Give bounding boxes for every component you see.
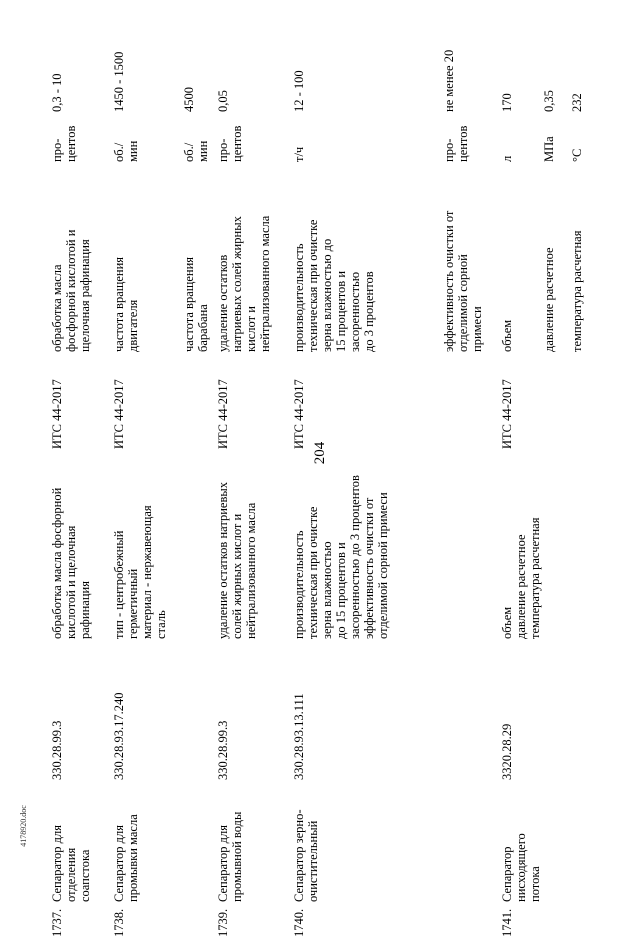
characteristic-line: тип - центробежный	[112, 530, 126, 639]
parameter-name-line: производительность	[292, 243, 306, 352]
equipment-name-line: потока	[528, 866, 542, 902]
parameter-name	[570, 192, 584, 352]
parameter-name-line: примеси	[470, 306, 484, 352]
characteristic-line: температура расчетная	[528, 517, 542, 639]
equipment-name-line: Сепаратор зерно-	[292, 809, 306, 902]
parameter-unit-line: мин	[126, 140, 140, 162]
parameter-name-line: засоренностью	[348, 271, 362, 352]
parameter-unit-line: про-	[442, 138, 456, 162]
characteristic-line: до 15 процентов и	[334, 542, 348, 639]
equipment-name	[50, 787, 92, 902]
parameter-name-line: натриевых солей жирных	[230, 216, 244, 352]
characteristic-line: засоренностью до 3 процентов	[348, 475, 362, 639]
parameter-name-line: кислот и	[244, 306, 258, 352]
parameter-name-line: барабана	[196, 304, 210, 352]
parameter-unit	[182, 141, 210, 162]
characteristic-line: обработка масла фосфорной	[50, 487, 64, 639]
equipment-table	[30, 0, 584, 952]
parameter-unit-line: л	[500, 155, 514, 162]
equipment-name-line: промывки масла	[126, 814, 140, 902]
parameter-unit	[292, 147, 306, 162]
parameter-unit-line: центов	[64, 125, 78, 162]
its-reference: ИТС 44-2017	[292, 379, 306, 449]
parameter-name	[542, 192, 556, 352]
parameter-unit-line: °С	[570, 148, 584, 162]
characteristic-line: отделимой сорной примеси	[376, 492, 390, 639]
parameter-name-line: зерна влажностью до	[320, 238, 334, 352]
characteristic-line: техническая при очистке	[306, 506, 320, 639]
parameter-name-line: щелочная рафинация	[78, 239, 92, 352]
okpd-code: 330.28.93.13.111	[292, 693, 306, 780]
footer-filename: 4178920.doc	[19, 805, 28, 847]
parameter-unit	[112, 141, 140, 162]
parameter-value: 0,3 - 10	[50, 73, 64, 112]
parameter-unit-line: мин	[196, 140, 210, 162]
characteristic-line: нейтрализованного масла	[244, 502, 258, 639]
equipment-name-line: соапстока	[78, 849, 92, 902]
its-reference: ИТС 44-2017	[500, 379, 514, 449]
parameter-name-line: объем	[500, 319, 514, 352]
parameter-name-line: температура расчетная	[570, 230, 584, 352]
characteristic-line: давление расчетное	[514, 534, 528, 639]
technical-characteristics	[216, 464, 258, 639]
characteristic-line: сталь	[154, 610, 168, 639]
parameter-unit	[542, 136, 556, 162]
parameter-name	[50, 192, 92, 352]
parameter-value: 0,05	[216, 90, 230, 112]
parameter-name-line: эффективность очистки от	[442, 210, 456, 352]
okpd-code: 3320.28.29	[500, 723, 514, 780]
equipment-name-line: Сепаратор для	[216, 824, 230, 902]
parameter-name	[500, 192, 514, 352]
parameter-unit	[216, 126, 244, 162]
characteristic-line: эффективность очистки от	[362, 497, 376, 639]
parameter-unit	[50, 126, 78, 162]
parameter-value: не менее 20	[442, 49, 456, 112]
equipment-name	[112, 787, 140, 902]
row-number: 1740.	[292, 908, 306, 937]
parameter-name-line: частота вращения	[182, 256, 196, 352]
parameter-unit	[500, 156, 514, 162]
equipment-name-line: нисходящего	[514, 833, 528, 902]
parameter-value: 170	[500, 93, 514, 112]
characteristic-line: солей жирных кислот и	[230, 513, 244, 639]
parameter-name-line: удаление остатков	[216, 254, 230, 352]
its-reference: ИТС 44-2017	[50, 379, 64, 449]
its-reference: ИТС 44-2017	[112, 379, 126, 449]
parameter-name-line: обработка масла	[50, 264, 64, 352]
parameter-name-line: двигателя	[126, 299, 140, 352]
technical-characteristics	[112, 464, 168, 639]
row-number: 1738.	[112, 908, 126, 937]
equipment-name	[216, 787, 244, 902]
parameter-name-line: давление расчетное	[542, 247, 556, 352]
parameter-name-line: нейтрализованного масла	[258, 215, 272, 352]
okpd-code: 330.28.93.17.240	[112, 692, 126, 780]
parameter-name	[292, 192, 376, 352]
equipment-name-line: Сепаратор для	[50, 824, 64, 902]
parameter-value: 12 - 100	[292, 70, 306, 112]
parameter-value: 232	[570, 93, 584, 112]
technical-characteristics	[50, 464, 92, 639]
equipment-name-line: промывной воды	[230, 811, 244, 902]
parameter-name	[112, 192, 140, 352]
characteristic-line: объем	[500, 606, 514, 639]
technical-characteristics	[500, 464, 542, 639]
characteristic-line: кислотой и щелочная	[64, 525, 78, 639]
row-number: 1741.	[500, 908, 514, 937]
characteristic-line: производительность	[292, 530, 306, 639]
parameter-unit-line: центов	[230, 125, 244, 162]
parameter-name	[442, 192, 484, 352]
equipment-name-line: Сепаратор	[500, 846, 514, 902]
parameter-unit-line: т/ч	[292, 146, 306, 162]
page-number: 204	[312, 441, 328, 465]
parameter-unit-line: МПа	[542, 136, 556, 162]
technical-characteristics	[292, 464, 390, 639]
parameter-name-line: 15 процентов и	[334, 270, 348, 352]
characteristic-line: рафинация	[78, 581, 92, 639]
characteristic-line: зерна влажностью	[320, 541, 334, 639]
parameter-name-line: техническая при очистке	[306, 219, 320, 352]
parameter-unit-line: об./	[182, 142, 196, 162]
parameter-unit	[570, 149, 584, 162]
its-reference: ИТС 44-2017	[216, 379, 230, 449]
row-number: 1739.	[216, 908, 230, 937]
parameter-name-line: отделимой сорной	[456, 254, 470, 352]
equipment-name-line: Сепаратор для	[112, 824, 126, 902]
characteristic-line: материал - нержавеющая	[140, 505, 154, 639]
equipment-name	[500, 787, 542, 902]
parameter-unit-line: центов	[456, 125, 470, 162]
parameter-name	[182, 192, 210, 352]
parameter-value: 4500	[182, 87, 196, 112]
parameter-unit-line: про-	[216, 138, 230, 162]
parameter-value: 1450 - 1500	[112, 51, 126, 112]
parameter-name-line: частота вращения	[112, 256, 126, 352]
parameter-name	[216, 192, 272, 352]
parameter-unit-line: об./	[112, 142, 126, 162]
equipment-name-line: очистительный	[306, 820, 320, 902]
parameter-name-line: до 3 процентов	[362, 271, 376, 352]
characteristic-line: герметичный	[126, 568, 140, 639]
parameter-unit-line: про-	[50, 138, 64, 162]
parameter-name-line: фосфорной кислотой и	[64, 229, 78, 352]
characteristic-line: удаление остатков натриевых	[216, 481, 230, 639]
okpd-code: 330.28.99.3	[50, 720, 64, 780]
okpd-code: 330.28.99.3	[216, 720, 230, 780]
equipment-name	[292, 787, 320, 902]
parameter-value: 0,35	[542, 90, 556, 112]
parameter-unit	[442, 126, 470, 162]
equipment-name-line: отделения	[64, 847, 78, 902]
row-number: 1737.	[50, 908, 64, 937]
